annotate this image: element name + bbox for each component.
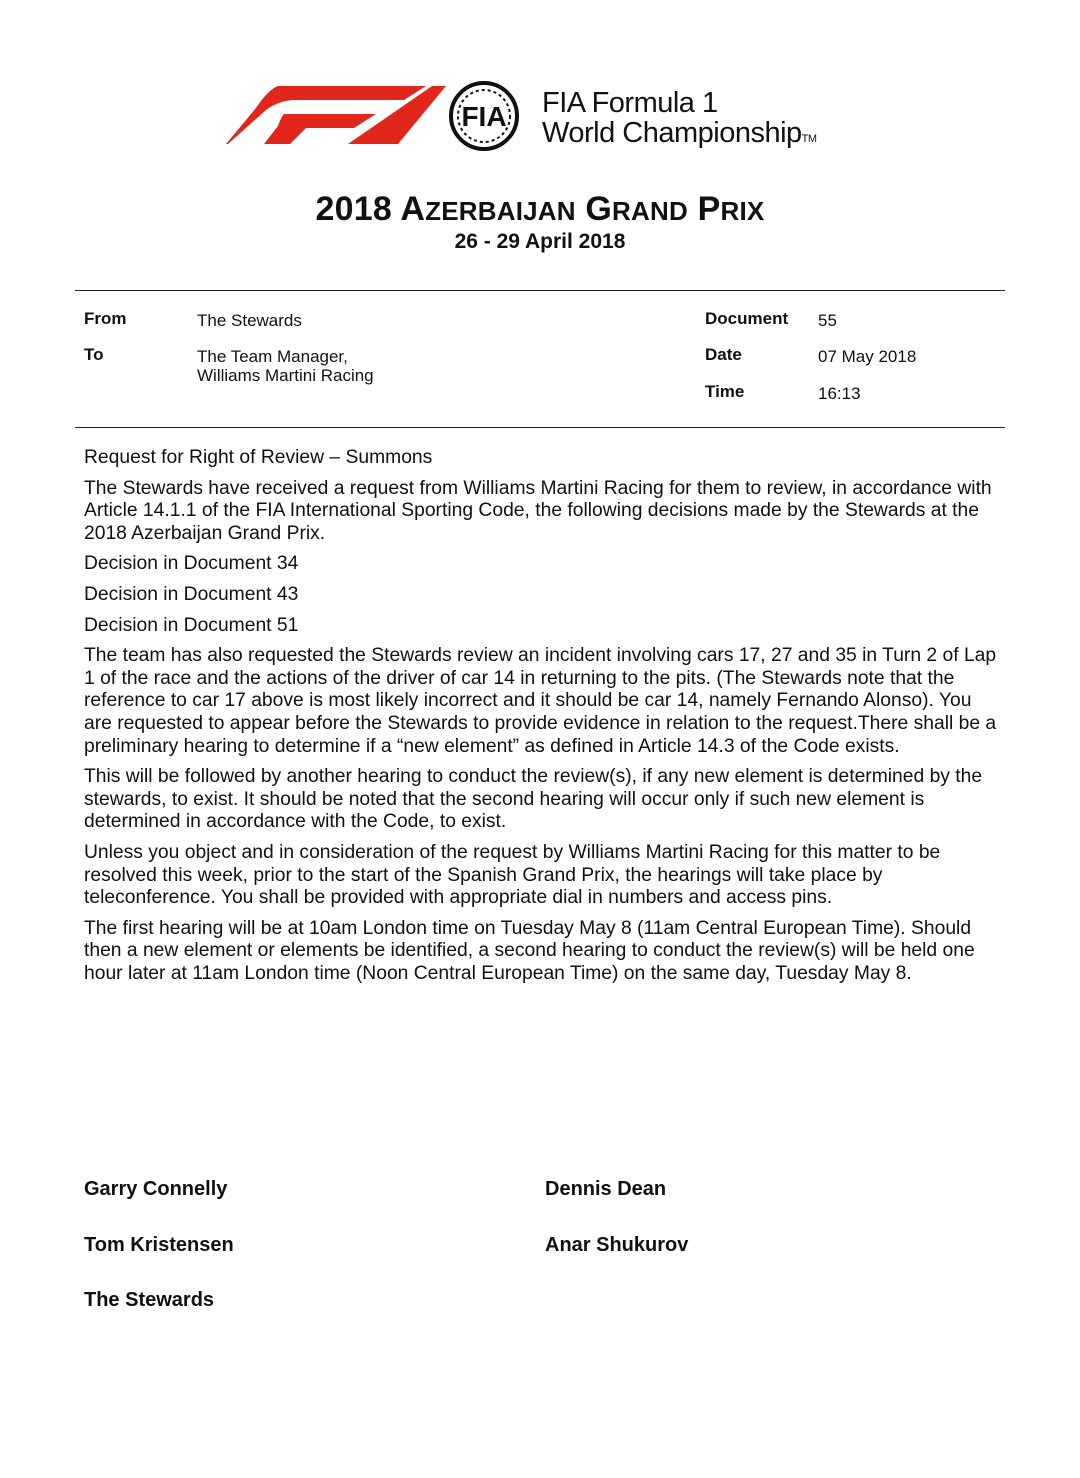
- time-value: 16:13: [818, 384, 861, 403]
- body-paragraph: The Stewards have received a request from Williams Martini Racing for them to review, in accordance with Article 14.1.1 of the FIA International Sporting Code, the following decisions made by the Stewards at the 2018 Azerbaijan Grand Prix.: [84, 477, 992, 544]
- body-paragraph-decision: Decision in Document 34: [84, 553, 299, 575]
- logo-line-1: FIA Formula 1: [542, 87, 718, 119]
- signature-tom-kristensen: Tom Kristensen: [84, 1234, 234, 1256]
- page-title: 2018 AZERBAIJAN GRAND PRIX: [315, 190, 765, 228]
- signature-garry-connelly: Garry Connelly: [84, 1178, 228, 1200]
- body-paragraph-subject: Request for Right of Review – Summons: [84, 447, 433, 468]
- title-year: 2018: [315, 190, 392, 228]
- document-value: 55: [818, 311, 837, 330]
- body-paragraph-decision: Decision in Document 51: [84, 614, 299, 636]
- to-label: To: [84, 345, 104, 364]
- time-label: Time: [705, 382, 745, 401]
- fia-badge-icon: [444, 80, 524, 152]
- header-logo: [226, 78, 886, 158]
- document-label: Document: [705, 309, 789, 328]
- body-paragraph: The first hearing will be at 10am London time on Tuesday May 8 (11am Central European Time). Should then a new element or elements be identified, a second hearing to conduct the review(s) will be held one hour later at 11am London time (Noon Central European Time) on the same day, Tuesday May 8.: [84, 917, 975, 984]
- body-paragraph: This will be followed by another hearing to conduct the review(s), if any new element is determined by the stewards, to exist. It should be noted that the second hearing will occur only if such new element is determined in accordance with the Code, to exist.: [84, 766, 983, 833]
- to-value-line-2: Williams Martini Racing: [197, 366, 374, 385]
- logo-tm: TM: [801, 133, 817, 145]
- f1-logo-icon: [226, 86, 446, 144]
- from-value: The Stewards: [197, 311, 302, 330]
- date-label: Date: [705, 345, 742, 364]
- logo-line-2: World Championship: [542, 117, 802, 149]
- to-value-line-1: The Team Manager,: [197, 347, 348, 366]
- header-bottom-rule: [75, 427, 1005, 428]
- document-body: [84, 447, 1004, 993]
- body-paragraph: Unless you object and in consideration of the request by Williams Martini Racing for this matter to be resolved this week, prior to the start of the Spanish Grand Prix, the hearings will take place by teleconference. You shall be provided with appropriate dial in numbers and access pins.: [84, 841, 941, 909]
- signature-anar-shukurov: Anar Shukurov: [545, 1234, 689, 1256]
- event-dates: 26 - 29 April 2018: [454, 230, 626, 253]
- fia-badge-text: FIA: [461, 101, 507, 132]
- header-top-rule: [75, 290, 1005, 291]
- body-paragraph: The team has also requested the Stewards review an incident involving cars 17, 27 and 35 in Turn 2 of Lap 1 of the race and the actions of the driver of car 14 in returning to the pits. (The Stewards note that the reference to car 17 above is most likely incorrect and it should be car 14, namely Fernando Alonso). You are requested to appear before the Stewards to provide evidence in relation to the request.There shall be a preliminary hearing to determine if a “new element” as defined in Article 14.3 of the Code exists.: [84, 645, 997, 757]
- signature-the-stewards: The Stewards: [84, 1289, 215, 1311]
- logo-wordmark: [542, 88, 817, 154]
- from-label: From: [84, 309, 127, 328]
- signature-dennis-dean: Dennis Dean: [545, 1178, 667, 1200]
- body-paragraph-decision: Decision in Document 43: [84, 583, 299, 605]
- date-value: 07 May 2018: [818, 347, 917, 366]
